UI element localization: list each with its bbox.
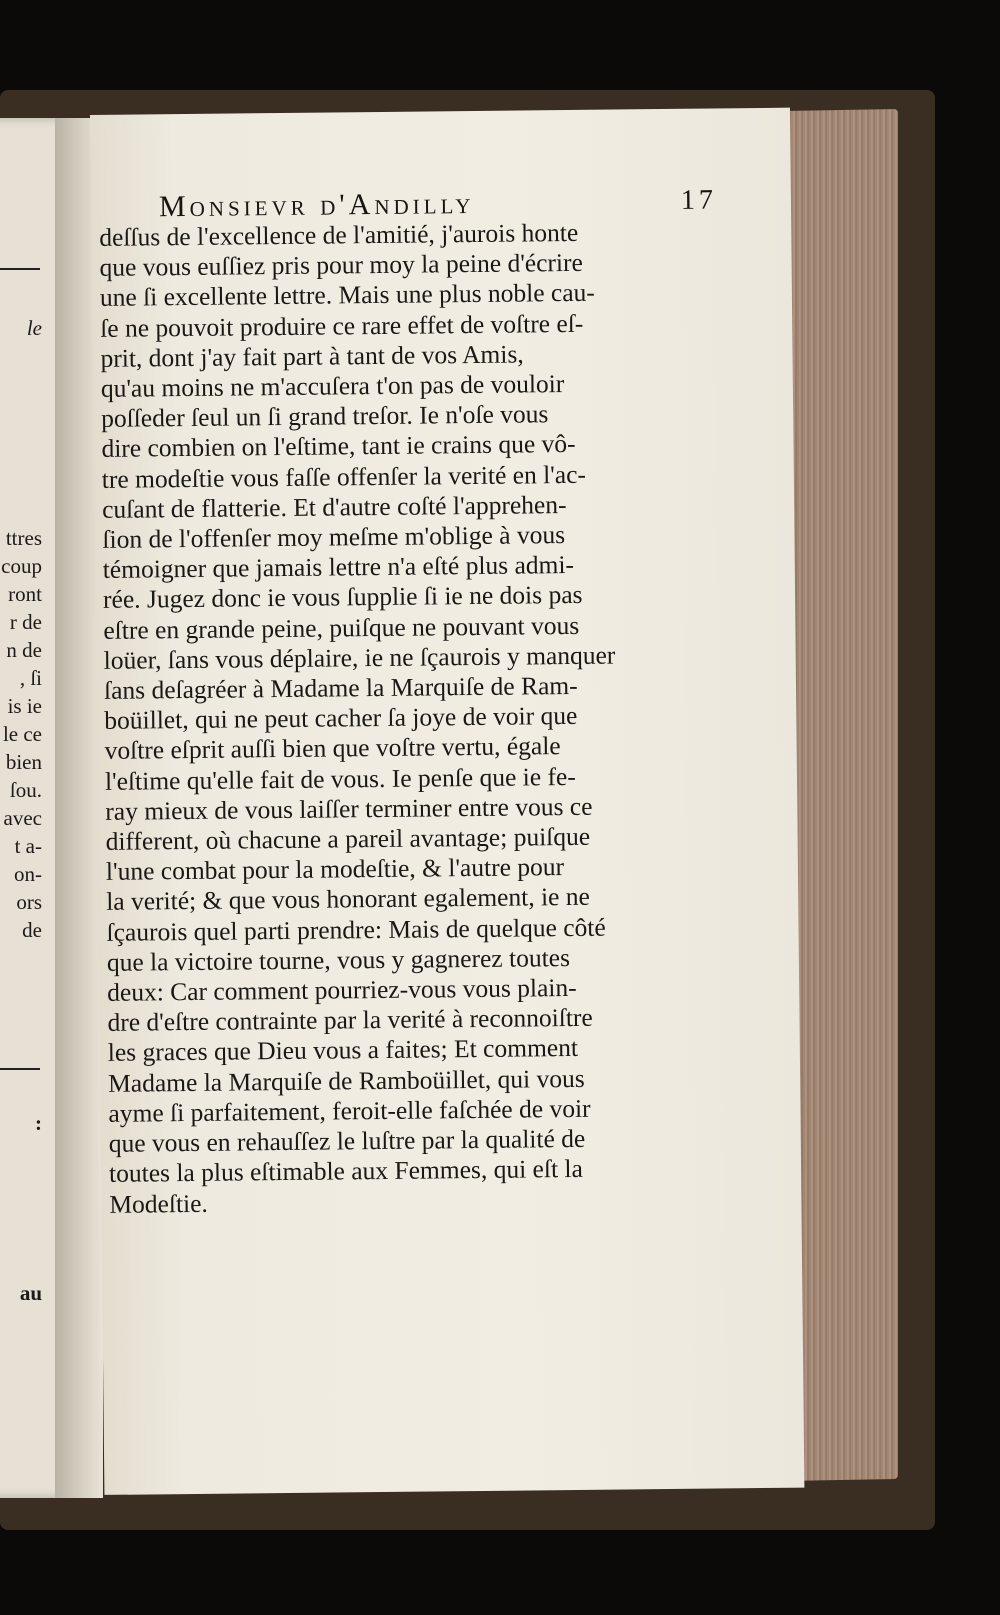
text-line: que vous en rehauſſez le luſtre par la qualité de [108, 1123, 586, 1158]
text-line: ſe ne pouvoit produire ce rare effet de voſtre eſ- [100, 308, 584, 343]
text-line: boüillet, qui ne peut cacher ſa joye de voir que [104, 701, 578, 736]
text-line: voſtre eſprit auſſi bien que voſtre vertu, égale [104, 731, 561, 766]
text-line: prit, dont j'ay fait part à tant de vos Amis, [100, 339, 524, 373]
text-line: les graces que Dieu vous a faites; Et comment [107, 1033, 579, 1068]
text-line: rée. Jugez donc ie vous ſupplie ſi ie ne dois pas [102, 580, 583, 615]
left-page-fragment: ttres [5, 526, 42, 550]
text-line: dre d'eſtre contrainte par la verité à reconnoiſtre [107, 1003, 593, 1038]
text-line: toutes la plus eſtimable aux Femmes, qui eſt la [108, 1154, 583, 1189]
text-line: témoigner que jamais lettre n'a eſté plus admi- [102, 550, 575, 585]
text-line: qu'au moins ne m'accuſera t'on pas de vouloir [100, 369, 565, 403]
left-page-fragment: t a- [14, 834, 42, 858]
text-line: une ſi excellente lettre. Mais une plus noble cau- [99, 278, 595, 313]
text-line: ſans deſagréer à Madame la Marquiſe de Ram- [103, 670, 578, 705]
left-page-fragment: coup [1, 554, 42, 578]
left-page-fragment: ſou. [9, 778, 42, 802]
left-page-fragment: bien [5, 750, 42, 774]
left-page-fragment: is ie [7, 694, 42, 718]
left-page-fragment: r de [9, 610, 42, 634]
text-line: cuſant de flatterie. Et d'autre coſté l'apprehen- [101, 489, 567, 524]
text-line: loüer, ſans vous déplaire, ie ne ſçaurois y manquer [103, 640, 616, 675]
running-head-text: Monsievr d'Andilly [158, 186, 475, 224]
left-page-fragment: au [19, 1281, 42, 1305]
text-line: poſſeder ſeul un ſi grand treſor. Ie n'oſe vous [101, 399, 549, 434]
text-line: ſion de l'offenſer moy meſme m'oblige à vous [102, 520, 566, 554]
left-page-fragment: n de [6, 638, 42, 662]
text-line: ray mieux de vous laiſſer terminer entre vous ce [105, 791, 593, 826]
left-page-fragment: , ſi [19, 666, 42, 690]
left-page-rule [0, 268, 40, 270]
left-page-fragment: : [35, 1111, 42, 1135]
left-page-fragment: ors [16, 890, 42, 914]
left-page-rule [0, 1068, 40, 1070]
left-page-fragment: le [26, 316, 42, 340]
text-line: dire combien on l'eſtime, tant ie crains que vô- [101, 429, 576, 464]
text-line: que la victoire tourne, vous y gagnerez toutes [106, 942, 571, 977]
page-number: 17 [680, 184, 718, 216]
text-line: deſſus de l'excellence de l'amitié, j'aurois honte [99, 217, 579, 252]
text-line: l'une combat pour la modeſtie, & l'autre pour [105, 852, 565, 887]
right-page [90, 108, 804, 1495]
text-line: que vous euſſiez pris pour moy la peine d'écrire [99, 248, 584, 283]
text-line: tre modeſtie vous faſſe offenſer la verité en l'ac- [101, 459, 587, 494]
left-page-fragment: ront [8, 582, 42, 606]
text-line: la verité; & que vous honorant egalement, ie ne [106, 882, 591, 917]
text-line: deux: Car comment pourriez-vous vous plain- [107, 973, 577, 1007]
text-line: ſçaurois quel parti prendre: Mais de quelque côté [106, 912, 606, 947]
text-line: l'eſtime qu'elle fait de vous. Ie penſe que ie fe- [104, 761, 576, 796]
left-page-fragment: le ce [2, 722, 42, 746]
left-page-fragment: avec [3, 806, 42, 830]
text-line: ayme ſi parfaitement, feroit-elle faſchée de voir [108, 1093, 591, 1128]
left-page-fragment: on- [14, 862, 42, 886]
left-page-fragment: de [22, 918, 42, 942]
page-body-text [99, 216, 769, 1220]
text-line: eſtre en grande peine, puiſque ne pouvant vous [103, 610, 580, 645]
text-line: different, où chacune a pareil avantage; puiſque [105, 821, 591, 856]
text-line: Madame la Marquiſe de Ramboüillet, qui vous [107, 1063, 585, 1098]
text-line: Modeſtie. [109, 1188, 209, 1219]
